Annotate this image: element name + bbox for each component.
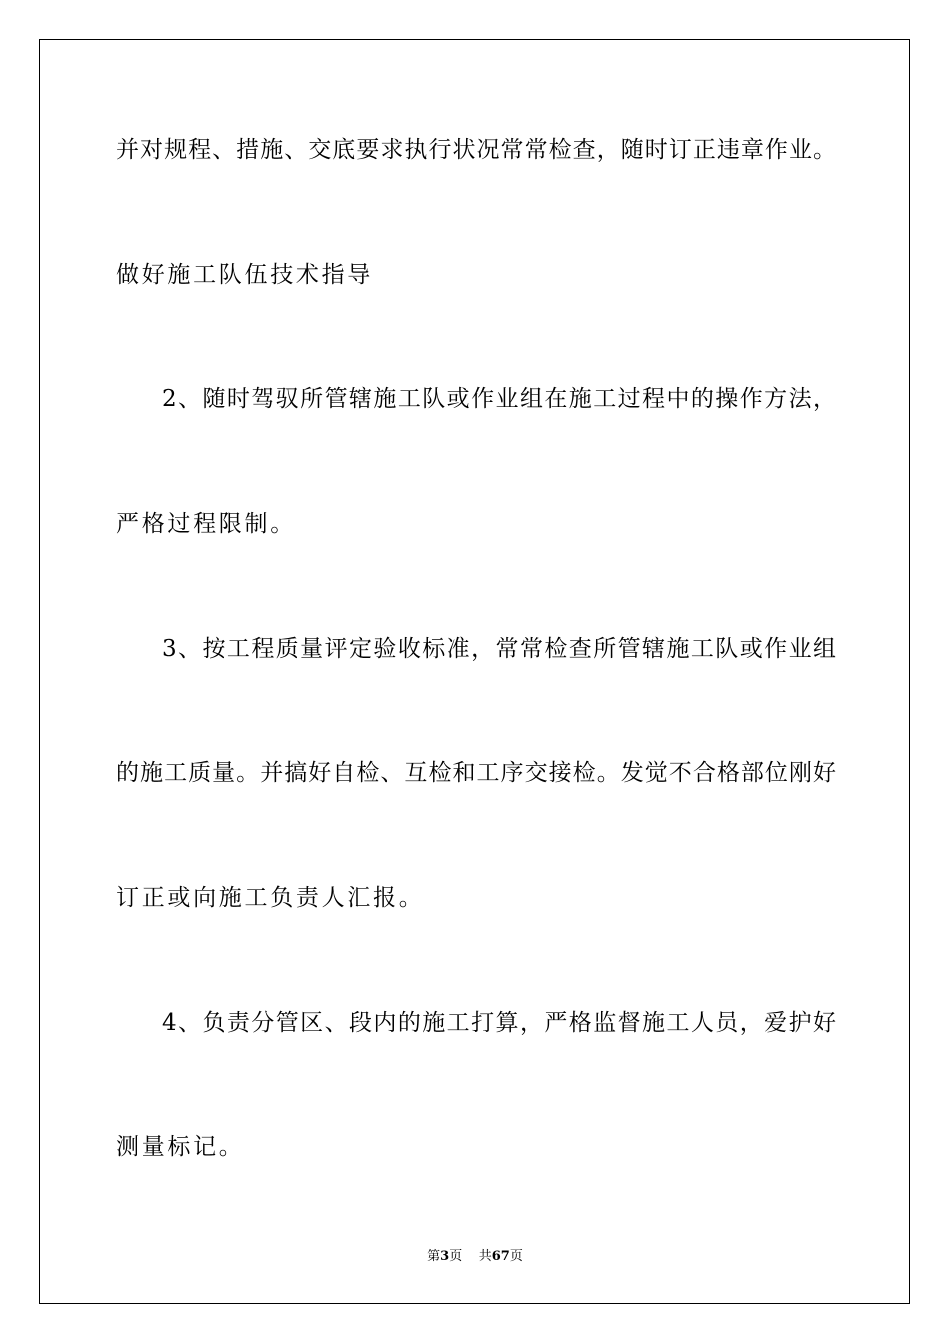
footer-total-pages: 67 xyxy=(491,1249,510,1264)
body-text-line: 测量标记。 xyxy=(116,1134,245,1160)
footer-page-suffix: 页 xyxy=(449,1249,463,1264)
body-text-line: 的施工质量。并搞好自检、互检和工序交接检。发觉不合格部位刚好 xyxy=(116,760,836,786)
footer-total-prefix: 共 xyxy=(478,1249,492,1264)
page-footer xyxy=(0,1248,950,1266)
body-text-line: 严格过程限制。 xyxy=(116,511,296,537)
body-text-line: 2、随时驾驭所管辖施工队或作业组在施工过程中的操作方法， xyxy=(162,386,836,412)
footer-total-suffix: 页 xyxy=(509,1249,523,1264)
footer-page-number: 3 xyxy=(440,1249,450,1264)
body-text-line: 4、负责分管区、段内的施工打算，严格监督施工人员，爱护好 xyxy=(162,1010,836,1036)
body-text-line: 做好施工队伍技术指导 xyxy=(116,262,373,288)
footer-page-prefix: 第 xyxy=(427,1249,441,1264)
page-border xyxy=(39,39,910,1304)
body-text-line: 并对规程、措施、交底要求执行状况常常检查，随时订正违章作业。 xyxy=(116,137,836,163)
body-text-line: 3、按工程质量评定验收标准，常常检查所管辖施工队或作业组 xyxy=(162,636,836,662)
body-text-line: 订正或向施工负责人汇报。 xyxy=(116,885,425,911)
